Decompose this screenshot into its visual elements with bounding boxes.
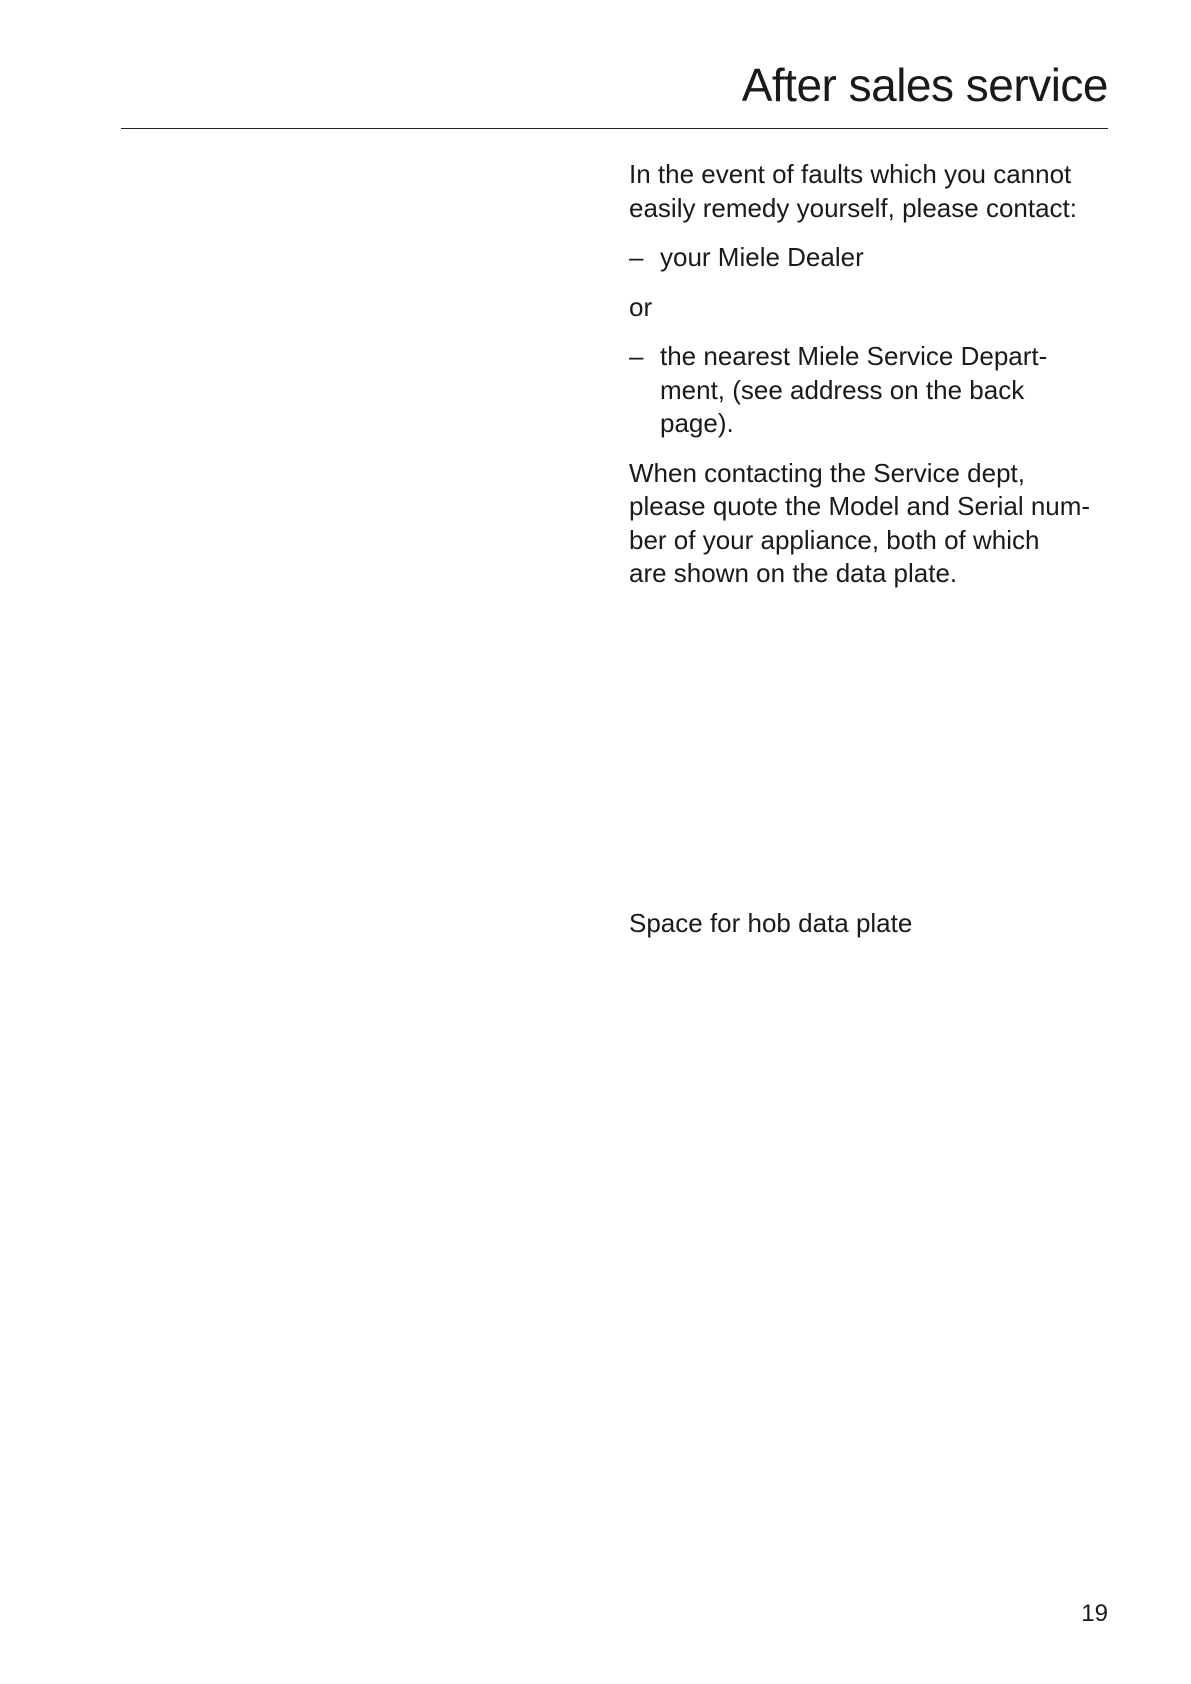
list-item-line: the nearest Miele Service Depart- <box>660 341 1048 371</box>
list-item-line: page). <box>660 408 734 438</box>
title-divider <box>121 128 1108 129</box>
list-item-text: your Miele Dealer <box>660 242 864 272</box>
dash-marker: – <box>629 341 644 371</box>
intro-line: In the event of faults which you cannot <box>629 159 1072 189</box>
page-title: After sales service <box>741 59 1108 111</box>
data-plate-label: Space for hob data plate <box>629 908 913 938</box>
contact-line: ber of your appliance, both of which <box>629 524 1040 555</box>
contact-line: please quote the Model and Serial num- <box>629 491 1091 521</box>
intro-line: easily remedy yourself, please contact: <box>629 192 1077 223</box>
list-item-line: ment, (see address on the back <box>660 374 1025 405</box>
list-item-text <box>660 340 1109 441</box>
list-item-dealer <box>629 241 1109 275</box>
dash-marker: – <box>629 242 644 272</box>
contact-line: are shown on the data plate. <box>629 558 958 588</box>
contact-paragraph <box>629 457 1109 591</box>
service-instructions <box>629 158 1109 591</box>
or-text: or <box>629 291 653 322</box>
intro-paragraph <box>629 158 1109 225</box>
contact-line: When contacting the Service dept, <box>629 457 1026 488</box>
list-item-service-department <box>629 340 1109 441</box>
page-number: 19 <box>1081 1600 1108 1627</box>
